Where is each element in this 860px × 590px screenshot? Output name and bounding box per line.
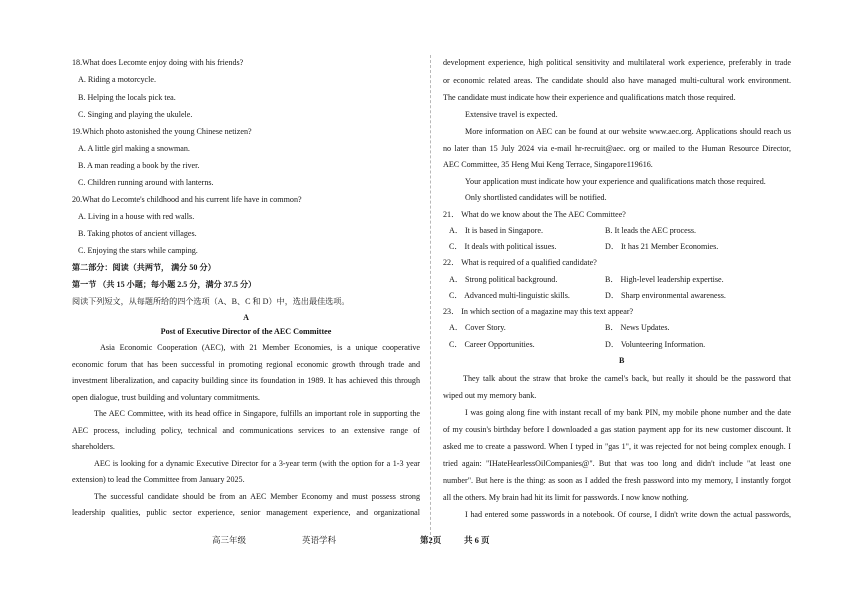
question-20: 20.What do Lecomte's childhood and his current life have in common? (72, 195, 302, 204)
passage-line: asked me to create a password. When I typed in "gas 1", it was rejected for not being complex enough. I (443, 442, 791, 451)
footer-total-pages: 共 6 页 (464, 535, 490, 545)
passage-letter-b: B (619, 356, 625, 365)
option-19b: B. A man reading a book by the river. (78, 161, 200, 170)
part-two-heading: 第二部分：阅读（共两节， 满分 50 分） (72, 263, 216, 272)
option-23a: A． Cover Story. (449, 323, 506, 332)
option-23b: B． News Updates. (605, 323, 670, 332)
passage-letter-a: A (243, 313, 249, 322)
option-21a: A． It is based in Singapore. (449, 226, 543, 235)
passage-line: development experience, high political sensitivity and multilateral work experience, preferably in trade (443, 58, 791, 67)
passage-line: The AEC Committee, with its head office in Singapore, fulfills an important role in supporting the (94, 409, 420, 418)
passage-line: They talk about the straw that broke the camel's back, but really it should be the password that (463, 374, 791, 383)
passage-line: I was going along fine with instant recall of my bank PIN, my mobile phone number and the date (465, 408, 791, 417)
option-20c: C. Enjoying the stars while camping. (78, 246, 198, 255)
passage-line: or economic related areas. The candidate should also have managed multi-cultural work environment. (443, 76, 791, 85)
option-22d: D． Sharp environmental awareness. (605, 291, 726, 300)
footer-grade: 高三年级 (212, 535, 247, 545)
passage-line: AEC is looking for a dynamic Executive Director for a 3-year term (with the option for a 1-3 year (94, 459, 420, 468)
question-19: 19.Which photo astonished the young Chinese netizen? (72, 127, 252, 136)
question-23: 23． In which section of a magazine may this text appear? (443, 307, 634, 316)
passage-line: I had entered some passwords in a notebook. Of course, I didn't write down the actual passwords, (465, 510, 791, 519)
option-23d: D． Volunteering Information. (605, 340, 706, 349)
passage-line: leadership qualities, public sector experience, senior management experience, and organizational (72, 508, 420, 517)
passage-line: all the others. My brain had hit its limit for passwords. I now know nothing. (443, 493, 689, 502)
passage-line: Asia Economic Cooperation (AEC), with 21 Member Economies, is a unique cooperative (100, 343, 420, 352)
passage-line: More information on AEC can be found at our website www.aec.org. Applications should reach us (465, 127, 791, 136)
option-20b: B. Taking photos of ancient villages. (78, 229, 197, 238)
passage-line: investment liberalization, and capacity building since its foundation in 1989. It has achieved this through (72, 376, 420, 385)
passage-line: no later than 15 July 2024 via e-mail hr-recruit@aec. org or mailed to the Human Resource Director, (443, 144, 791, 153)
option-18c: C. Singing and playing the ukulele. (78, 110, 193, 119)
question-22: 22． What is required of a qualified candidate? (443, 258, 597, 267)
option-18a: A. Riding a motorcycle. (78, 75, 156, 84)
passage-line: Your application must indicate how your experience and qualifications match those required. (465, 177, 766, 186)
question-18: 18.What does Lecomte enjoy doing with his friends? (72, 58, 244, 67)
section-one-heading: 第一节 （共 15 小题；每小题 2.5 分，满分 37.5 分） (72, 280, 257, 289)
passage-line: number". But here is the thing: as soon as I added the fresh password into my memory, I instantly forgot (443, 476, 791, 485)
passage-line: The candidate must indicate how their experience and qualifications match those required. (443, 93, 736, 102)
passage-line: open dialogue, trust building and voluntary commitments. (72, 393, 260, 402)
option-22b: B． High-level leadership expertise. (605, 275, 724, 284)
passage-title: Post of Executive Director of the AEC Committee (160, 327, 332, 336)
option-19c: C. Children running around with lanterns. (78, 178, 214, 187)
passage-line: extension) to lead the Committee from January 2025. (72, 475, 245, 484)
passage-line: AEC Committee, 35 Heng Mui Keng Terrace, Singapore119616. (443, 160, 653, 169)
option-21c: C． It deals with political issues. (449, 242, 557, 251)
passage-line: Only shortlisted candidates will be notified. (465, 193, 607, 202)
instructions: 阅读下列短文，从每题所给的四个选项（A、B、C 和 D）中，选出最佳选项。 (72, 297, 350, 306)
option-22a: A． Strong political background. (449, 275, 558, 284)
passage-line: economic forum that has been successful in promoting regional economic growth through trade and (72, 360, 420, 369)
option-20a: A. Living in a house with red walls. (78, 212, 195, 221)
option-18b: B. Helping the locals pick tea. (78, 93, 176, 102)
question-21: 21． What do we know about the The AEC Committee? (443, 210, 626, 219)
footer-page-number: 第2页 (420, 535, 442, 545)
passage-line: of my cousin's birthday before I downloaded a gas station payment app for its new customer discount. It (443, 425, 791, 434)
passage-line: tried again: "IHateHearlessOilCompanies@". But that was too long and didn't include "at least one (443, 459, 791, 468)
passage-line: The successful candidate should be from an AEC Member Economy and must possess strong (94, 492, 420, 501)
option-22c: C． Advanced multi-linguistic skills. (449, 291, 570, 300)
passage-line: Extensive travel is expected. (465, 110, 558, 119)
footer-subject: 英语学科 (302, 535, 337, 545)
option-21b: B. It leads the AEC process. (605, 226, 697, 235)
column-divider (430, 55, 431, 545)
passage-line: AEC process, including policy, technical and communications services to an extensive range of (72, 426, 420, 435)
option-21d: D． It has 21 Member Economies. (605, 242, 719, 251)
option-19a: A. A little girl making a snowman. (78, 144, 190, 153)
passage-line: shareholders. (72, 442, 115, 451)
option-23c: C． Career Opportunities. (449, 340, 535, 349)
passage-line: wiped out my memory bank. (443, 391, 537, 400)
